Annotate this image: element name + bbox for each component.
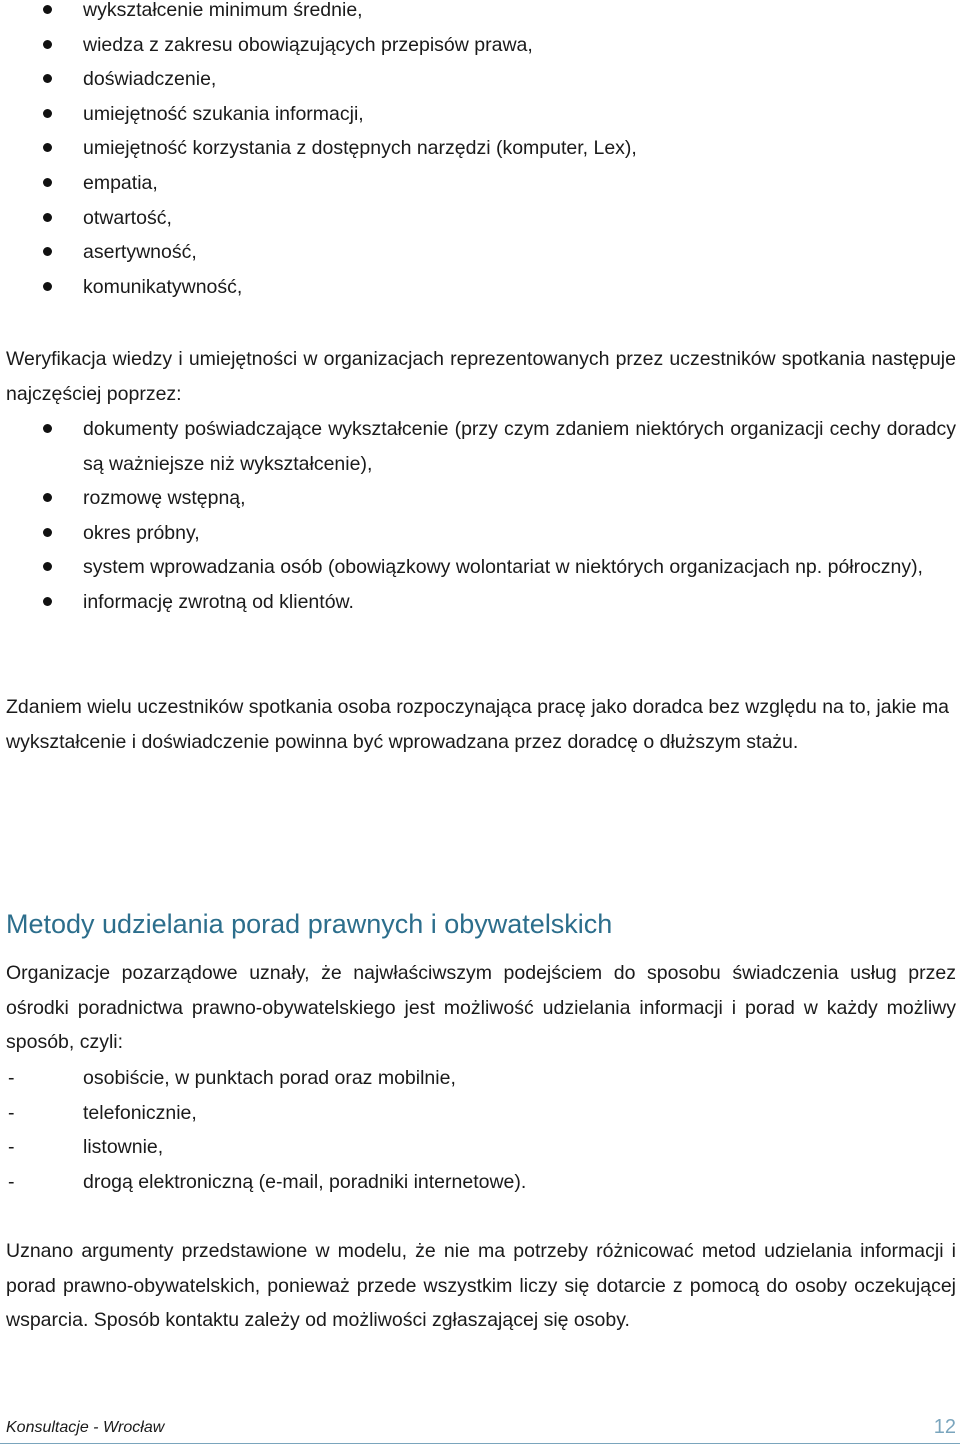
list-item: wykształcenie minimum średnie, bbox=[0, 0, 960, 28]
list-item: umiejętność szukania informacji, bbox=[0, 97, 960, 132]
list-item: wiedza z zakresu obowiązujących przepisów prawa, bbox=[0, 28, 960, 63]
methods-list bbox=[0, 1061, 960, 1199]
list-item: komunikatywność, bbox=[0, 270, 960, 305]
list-item: - telefonicznie, bbox=[0, 1096, 960, 1131]
verification-paragraph: Weryfikacja wiedzy i umiejętności w organizacjach reprezentowanych przez uczestników spotkania następuje najczęściej poprzez: bbox=[6, 348, 956, 405]
verification-list bbox=[0, 412, 960, 620]
list-item: dokumenty poświadczające wykształcenie (przy czym zdaniem niektórych organizacji cechy doradcy są ważniejsze niż wykształcenie), bbox=[0, 412, 960, 481]
list-item: asertywność, bbox=[0, 235, 960, 270]
list-item: umiejętność korzystania z dostępnych narzędzi (komputer, Lex), bbox=[0, 131, 960, 166]
list-item: otwartość, bbox=[0, 201, 960, 236]
list-item: rozmowę wstępną, bbox=[0, 481, 960, 516]
section-heading: Metody udzielania porad prawnych i obywatelskich bbox=[6, 909, 613, 940]
list-item: - osobiście, w punktach porad oraz mobilnie, bbox=[0, 1061, 960, 1096]
list-item: system wprowadzania osób (obowiązkowy wolontariat w niektórych organizacjach np. półroczny), bbox=[0, 550, 960, 585]
page-number: 12 bbox=[933, 1416, 956, 1438]
methods-paragraph: Organizacje pozarządowe uznały, że najwłaściwszym podejściem do sposobu świadczenia usług przez ośrodki poradnictwa prawno-obywatelskiego jest możliwość udzielania informacji i porad w każdy możliwy sposób, czyli: bbox=[6, 962, 956, 1054]
list-item: doświadczenie, bbox=[0, 62, 960, 97]
list-item: informację zwrotną od klientów. bbox=[0, 585, 960, 620]
footer-title: Konsultacje - Wrocław bbox=[6, 1419, 165, 1436]
conclusion-paragraph: Uznano argumenty przedstawione w modelu, że nie ma potrzeby różnicować metod udzielania informacji i porad prawno-obywatelskich, ponieważ przede wszystkim liczy się dotarcie z pomocą do osoby oczekującej wsparcia. Sposób kontaktu zależy od możliwości zgłaszającej się osoby. bbox=[6, 1240, 956, 1332]
opinion-paragraph: Zdaniem wielu uczestników spotkania osoba rozpoczynająca pracę jako doradca bez względu na to, jakie ma wykształcenie i doświadczenie powinna być wprowadzana przez doradcę o dłuższym stażu. bbox=[6, 696, 950, 753]
list-item: - drogą elektroniczną (e-mail, poradniki internetowe). bbox=[0, 1165, 960, 1200]
qualifications-list bbox=[0, 0, 960, 304]
list-item: - listownie, bbox=[0, 1130, 960, 1165]
list-item: okres próbny, bbox=[0, 516, 960, 551]
list-item: empatia, bbox=[0, 166, 960, 201]
footer-divider bbox=[0, 1443, 960, 1444]
